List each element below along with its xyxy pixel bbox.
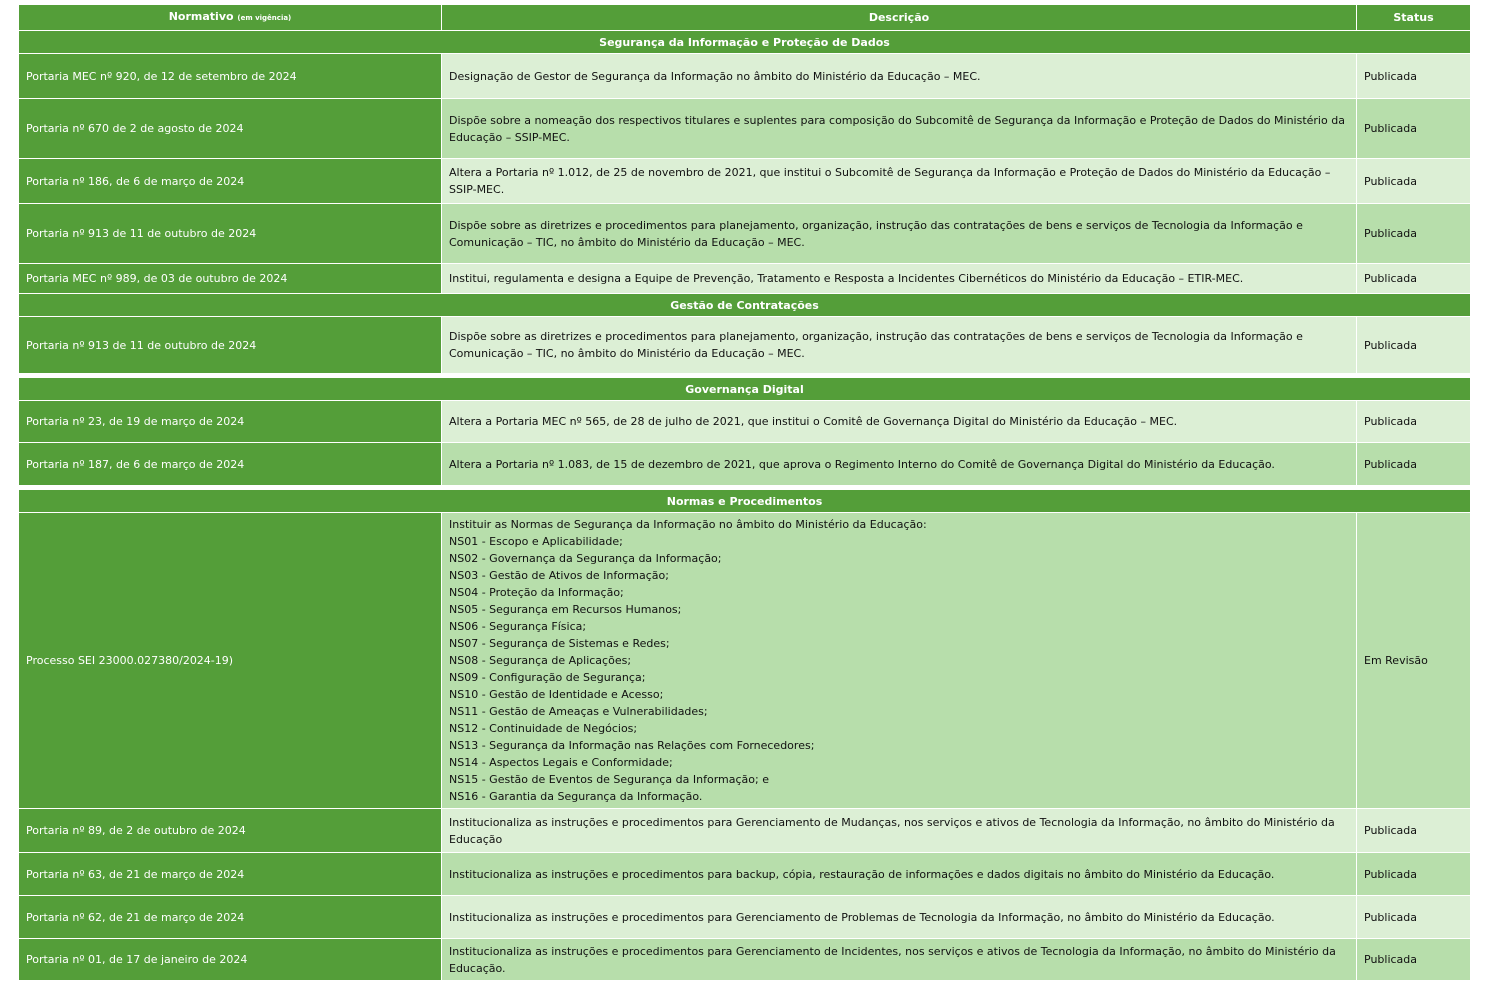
status-cell: Publicada <box>1357 54 1471 99</box>
table-row <box>19 939 1471 981</box>
table-header-row <box>19 5 1471 31</box>
header-descricao: Descrição <box>442 5 1357 31</box>
descricao-cell: Institucionaliza as instruções e procedimentos para Gerenciamento de Problemas de Tecnologia da Informação, no âmbito do Ministério da Educação. <box>442 896 1357 939</box>
descricao-line: NS01 - Escopo e Aplicabilidade; <box>449 535 623 548</box>
descricao-cell: Dispõe sobre a nomeação dos respectivos titulares e suplentes para composição do Subcomitê de Segurança da Informação e Proteção de Dados do Ministério da Educação – SSIP-MEC. <box>442 99 1357 159</box>
descricao-cell: Altera a Portaria nº 1.012, de 25 de novembro de 2021, que institui o Subcomitê de Segurança da Informação e Proteção de Dados do Ministério da Educação – SSIP-MEC. <box>442 159 1357 204</box>
status-cell: Publicada <box>1357 401 1471 443</box>
header-normativo-note: (em vigência) <box>237 14 292 22</box>
section-title: Gestão de Contratações <box>19 294 1471 317</box>
status-cell: Publicada <box>1357 853 1471 896</box>
normativo-cell: Portaria nº 670 de 2 de agosto de 2024 <box>19 99 442 159</box>
table-row <box>19 317 1471 374</box>
normativo-cell: Portaria nº 63, de 21 de março de 2024 <box>19 853 442 896</box>
status-cell: Publicada <box>1357 443 1471 486</box>
descricao-cell: Altera a Portaria MEC nº 565, de 28 de julho de 2021, que institui o Comitê de Governança Digital do Ministério da Educação – MEC. <box>442 401 1357 443</box>
normativo-cell: Portaria nº 01, de 17 de janeiro de 2024 <box>19 939 442 981</box>
section-header-row <box>19 378 1471 401</box>
table-row <box>19 204 1471 264</box>
table-row <box>19 159 1471 204</box>
descricao-line: NS07 - Segurança de Sistemas e Redes; <box>449 637 670 650</box>
status-cell: Publicada <box>1357 159 1471 204</box>
section-title: Normas e Procedimentos <box>19 490 1471 513</box>
section-title: Segurança da Informação e Proteção de Dados <box>19 31 1471 54</box>
normativo-cell: Portaria nº 186, de 6 de março de 2024 <box>19 159 442 204</box>
status-cell: Publicada <box>1357 204 1471 264</box>
status-cell: Publicada <box>1357 99 1471 159</box>
descricao-line: NS03 - Gestão de Ativos de Informação; <box>449 569 669 582</box>
normativo-cell: Processo SEI 23000.027380/2024-19) <box>19 513 442 809</box>
descricao-line: NS08 - Segurança de Aplicações; <box>449 654 632 667</box>
descricao-cell <box>442 513 1357 809</box>
descricao-line: NS13 - Segurança da Informação nas Relações com Fornecedores; <box>449 739 815 752</box>
table-row <box>19 896 1471 939</box>
descricao-line: NS14 - Aspectos Legais e Conformidade; <box>449 756 673 769</box>
table-row <box>19 443 1471 486</box>
descricao-line: Instituir as Normas de Segurança da Informação no âmbito do Ministério da Educação: <box>449 518 927 531</box>
normativo-cell: Portaria MEC nº 920, de 12 de setembro de 2024 <box>19 54 442 99</box>
section-header-row <box>19 31 1471 54</box>
descricao-cell: Institucionaliza as instruções e procedimentos para Gerenciamento de Incidentes, nos serviços e ativos de Tecnologia da Informação, no âmbito do Ministério da Educação. <box>442 939 1357 981</box>
descricao-cell: Institucionaliza as instruções e procedimentos para backup, cópia, restauração de informações e dados digitais no âmbito do Ministério da Educação. <box>442 853 1357 896</box>
table-row <box>19 264 1471 294</box>
header-status: Status <box>1357 5 1471 31</box>
descricao-line: NS04 - Proteção da Informação; <box>449 586 624 599</box>
table-row <box>19 99 1471 159</box>
table-body <box>19 31 1471 981</box>
header-normativo-label: Normativo <box>168 10 234 23</box>
status-cell: Publicada <box>1357 896 1471 939</box>
status-cell: Publicada <box>1357 317 1471 374</box>
normativo-cell: Portaria nº 913 de 11 de outubro de 2024 <box>19 317 442 374</box>
status-cell: Em Revisão <box>1357 513 1471 809</box>
section-header-row <box>19 294 1471 317</box>
descricao-line: NS15 - Gestão de Eventos de Segurança da Informação; e <box>449 773 769 786</box>
normativo-cell: Portaria nº 913 de 11 de outubro de 2024 <box>19 204 442 264</box>
status-cell: Publicada <box>1357 264 1471 294</box>
descricao-line: NS06 - Segurança Física; <box>449 620 587 633</box>
table-row <box>19 809 1471 853</box>
descricao-cell: Institucionaliza as instruções e procedimentos para Gerenciamento de Mudanças, nos serviços e ativos de Tecnologia da Informação, no âmbito do Ministério da Educação <box>442 809 1357 853</box>
descricao-cell: Designação de Gestor de Segurança da Informação no âmbito do Ministério da Educação – MEC. <box>442 54 1357 99</box>
descricao-line: NS12 - Continuidade de Negócios; <box>449 722 638 735</box>
normativos-table <box>18 4 1471 981</box>
descricao-cell: Dispõe sobre as diretrizes e procedimentos para planejamento, organização, instrução das contratações de bens e serviços de Tecnologia da Informação e Comunicação – TIC, no âmbito do Ministério da Educação – MEC. <box>442 204 1357 264</box>
descricao-line: NS16 - Garantia da Segurança da Informação. <box>449 790 703 803</box>
status-cell: Publicada <box>1357 809 1471 853</box>
section-header-row <box>19 490 1471 513</box>
table-row <box>19 853 1471 896</box>
normativo-cell: Portaria nº 187, de 6 de março de 2024 <box>19 443 442 486</box>
descricao-cell: Institui, regulamenta e designa a Equipe de Prevenção, Tratamento e Resposta a Incidentes Cibernéticos do Ministério da Educação – ETIR-MEC. <box>442 264 1357 294</box>
descricao-cell: Dispõe sobre as diretrizes e procedimentos para planejamento, organização, instrução das contratações de bens e serviços de Tecnologia da Informação e Comunicação – TIC, no âmbito do Ministério da Educação – MEC. <box>442 317 1357 374</box>
normativo-cell: Portaria nº 23, de 19 de março de 2024 <box>19 401 442 443</box>
normativo-cell: Portaria nº 62, de 21 de março de 2024 <box>19 896 442 939</box>
table-row <box>19 513 1471 809</box>
normativo-cell: Portaria nº 89, de 2 de outubro de 2024 <box>19 809 442 853</box>
normativo-cell: Portaria MEC nº 989, de 03 de outubro de 2024 <box>19 264 442 294</box>
descricao-line: NS05 - Segurança em Recursos Humanos; <box>449 603 682 616</box>
descricao-cell: Altera a Portaria nº 1.083, de 15 de dezembro de 2021, que aprova o Regimento Interno do Comitê de Governança Digital do Ministério da Educação. <box>442 443 1357 486</box>
table-row <box>19 401 1471 443</box>
descricao-line: NS02 - Governança da Segurança da Informação; <box>449 552 722 565</box>
header-normativo <box>19 5 442 31</box>
table-row <box>19 54 1471 99</box>
section-title: Governança Digital <box>19 378 1471 401</box>
descricao-line: NS09 - Configuração de Segurança; <box>449 671 646 684</box>
descricao-line: NS11 - Gestão de Ameaças e Vulnerabilidades; <box>449 705 708 718</box>
descricao-line: NS10 - Gestão de Identidade e Acesso; <box>449 688 664 701</box>
status-cell: Publicada <box>1357 939 1471 981</box>
